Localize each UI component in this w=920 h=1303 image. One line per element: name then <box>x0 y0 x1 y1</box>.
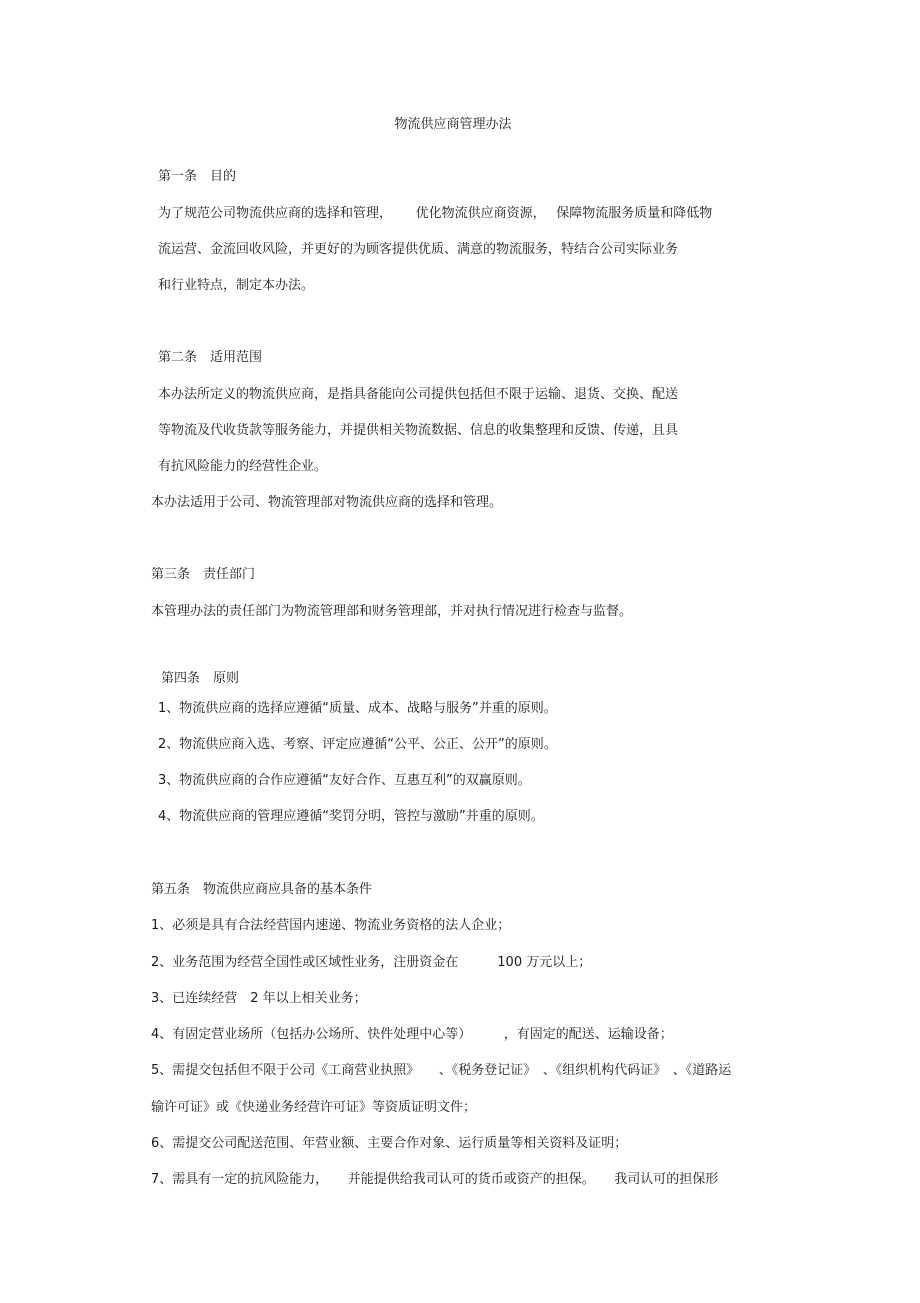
article5-line-6: 输许可证》或《快递业务经营许可证》等资质证明文件； <box>151 1100 477 1115</box>
article3-heading: 第三条 责任部门 <box>151 567 256 582</box>
article1-line-1: 为了规范公司物流供应商的选择和管理， 优化物流供应商资源， 保障物流服务质量和降低物 <box>158 206 713 221</box>
article2-line-1: 本办法所定义的物流供应商，是指具备能向公司提供包括但不限于运输、退货、交换、配送 <box>158 387 679 402</box>
article1-line-3: 和行业特点，制定本办法。 <box>158 278 315 293</box>
article5-heading: 第五条 物流供应商应具备的基本条件 <box>151 882 373 897</box>
article4-line-1: 1、物流供应商的选择应遵循“质量、成本、战略与服务”并重的原则。 <box>158 701 557 716</box>
article5-line-5: 5、需提交包括但不限于公司《工商营业执照》 、《税务登记证》 、《组织机构代码证》 、《道路运 <box>151 1063 732 1078</box>
article5-line-3: 3、已连续经营 2 年以上相关业务； <box>151 991 367 1006</box>
article3-line-1: 本管理办法的责任部门为物流管理部和财务管理部，并对执行情况进行检查与监督。 <box>151 604 633 619</box>
article1-heading: 第一条 目的 <box>158 169 237 184</box>
article2-heading: 第二条 适用范围 <box>158 350 263 365</box>
article4-line-4: 4、物流供应商的管理应遵循“奖罚分明，管控与激励”并重的原则。 <box>158 809 544 824</box>
article1-line-2: 流运营、金流回收风险，并更好的为顾客提供优质、满意的物流服务，特结合公司实际业务 <box>158 242 679 257</box>
article4-line-3: 3、物流供应商的合作应遵循“友好合作、互惠互利”的双赢原则。 <box>158 773 531 788</box>
article5-line-8: 7、需具有一定的抗风险能力， 并能提供给我司认可的货币或资产的担保。 我司认可的担保形 <box>151 1172 719 1187</box>
article5-line-2: 2、业务范围为经营全国性或区域性业务，注册资金在 100 万元以上； <box>151 955 592 970</box>
document-title: 物流供应商管理办法 <box>394 117 512 132</box>
article4-line-2: 2、物流供应商入选、考察、评定应遵循“公平、公正、公开”的原则。 <box>158 737 557 752</box>
article2-line-3: 有抗风险能力的经营性企业。 <box>158 459 328 474</box>
article2-line-4: 本办法适用于公司、物流管理部对物流供应商的选择和管理。 <box>151 495 503 510</box>
article5-line-1: 1、必须是具有合法经营国内速递、物流业务资格的法人企业； <box>151 918 511 933</box>
article4-heading: 第四条 原则 <box>161 671 240 686</box>
article5-line-4: 4、有固定营业场所（包括办公场所、快件处理中心等） ，有固定的配送、运输设备； <box>151 1027 673 1042</box>
article2-line-2: 等物流及代收货款等服务能力，并提供相关物流数据、信息的收集整理和反馈、传递，且具 <box>158 423 679 438</box>
article5-line-7: 6、需提交公司配送范围、年营业额、主要合作对象、运行质量等相关资料及证明； <box>151 1136 628 1151</box>
